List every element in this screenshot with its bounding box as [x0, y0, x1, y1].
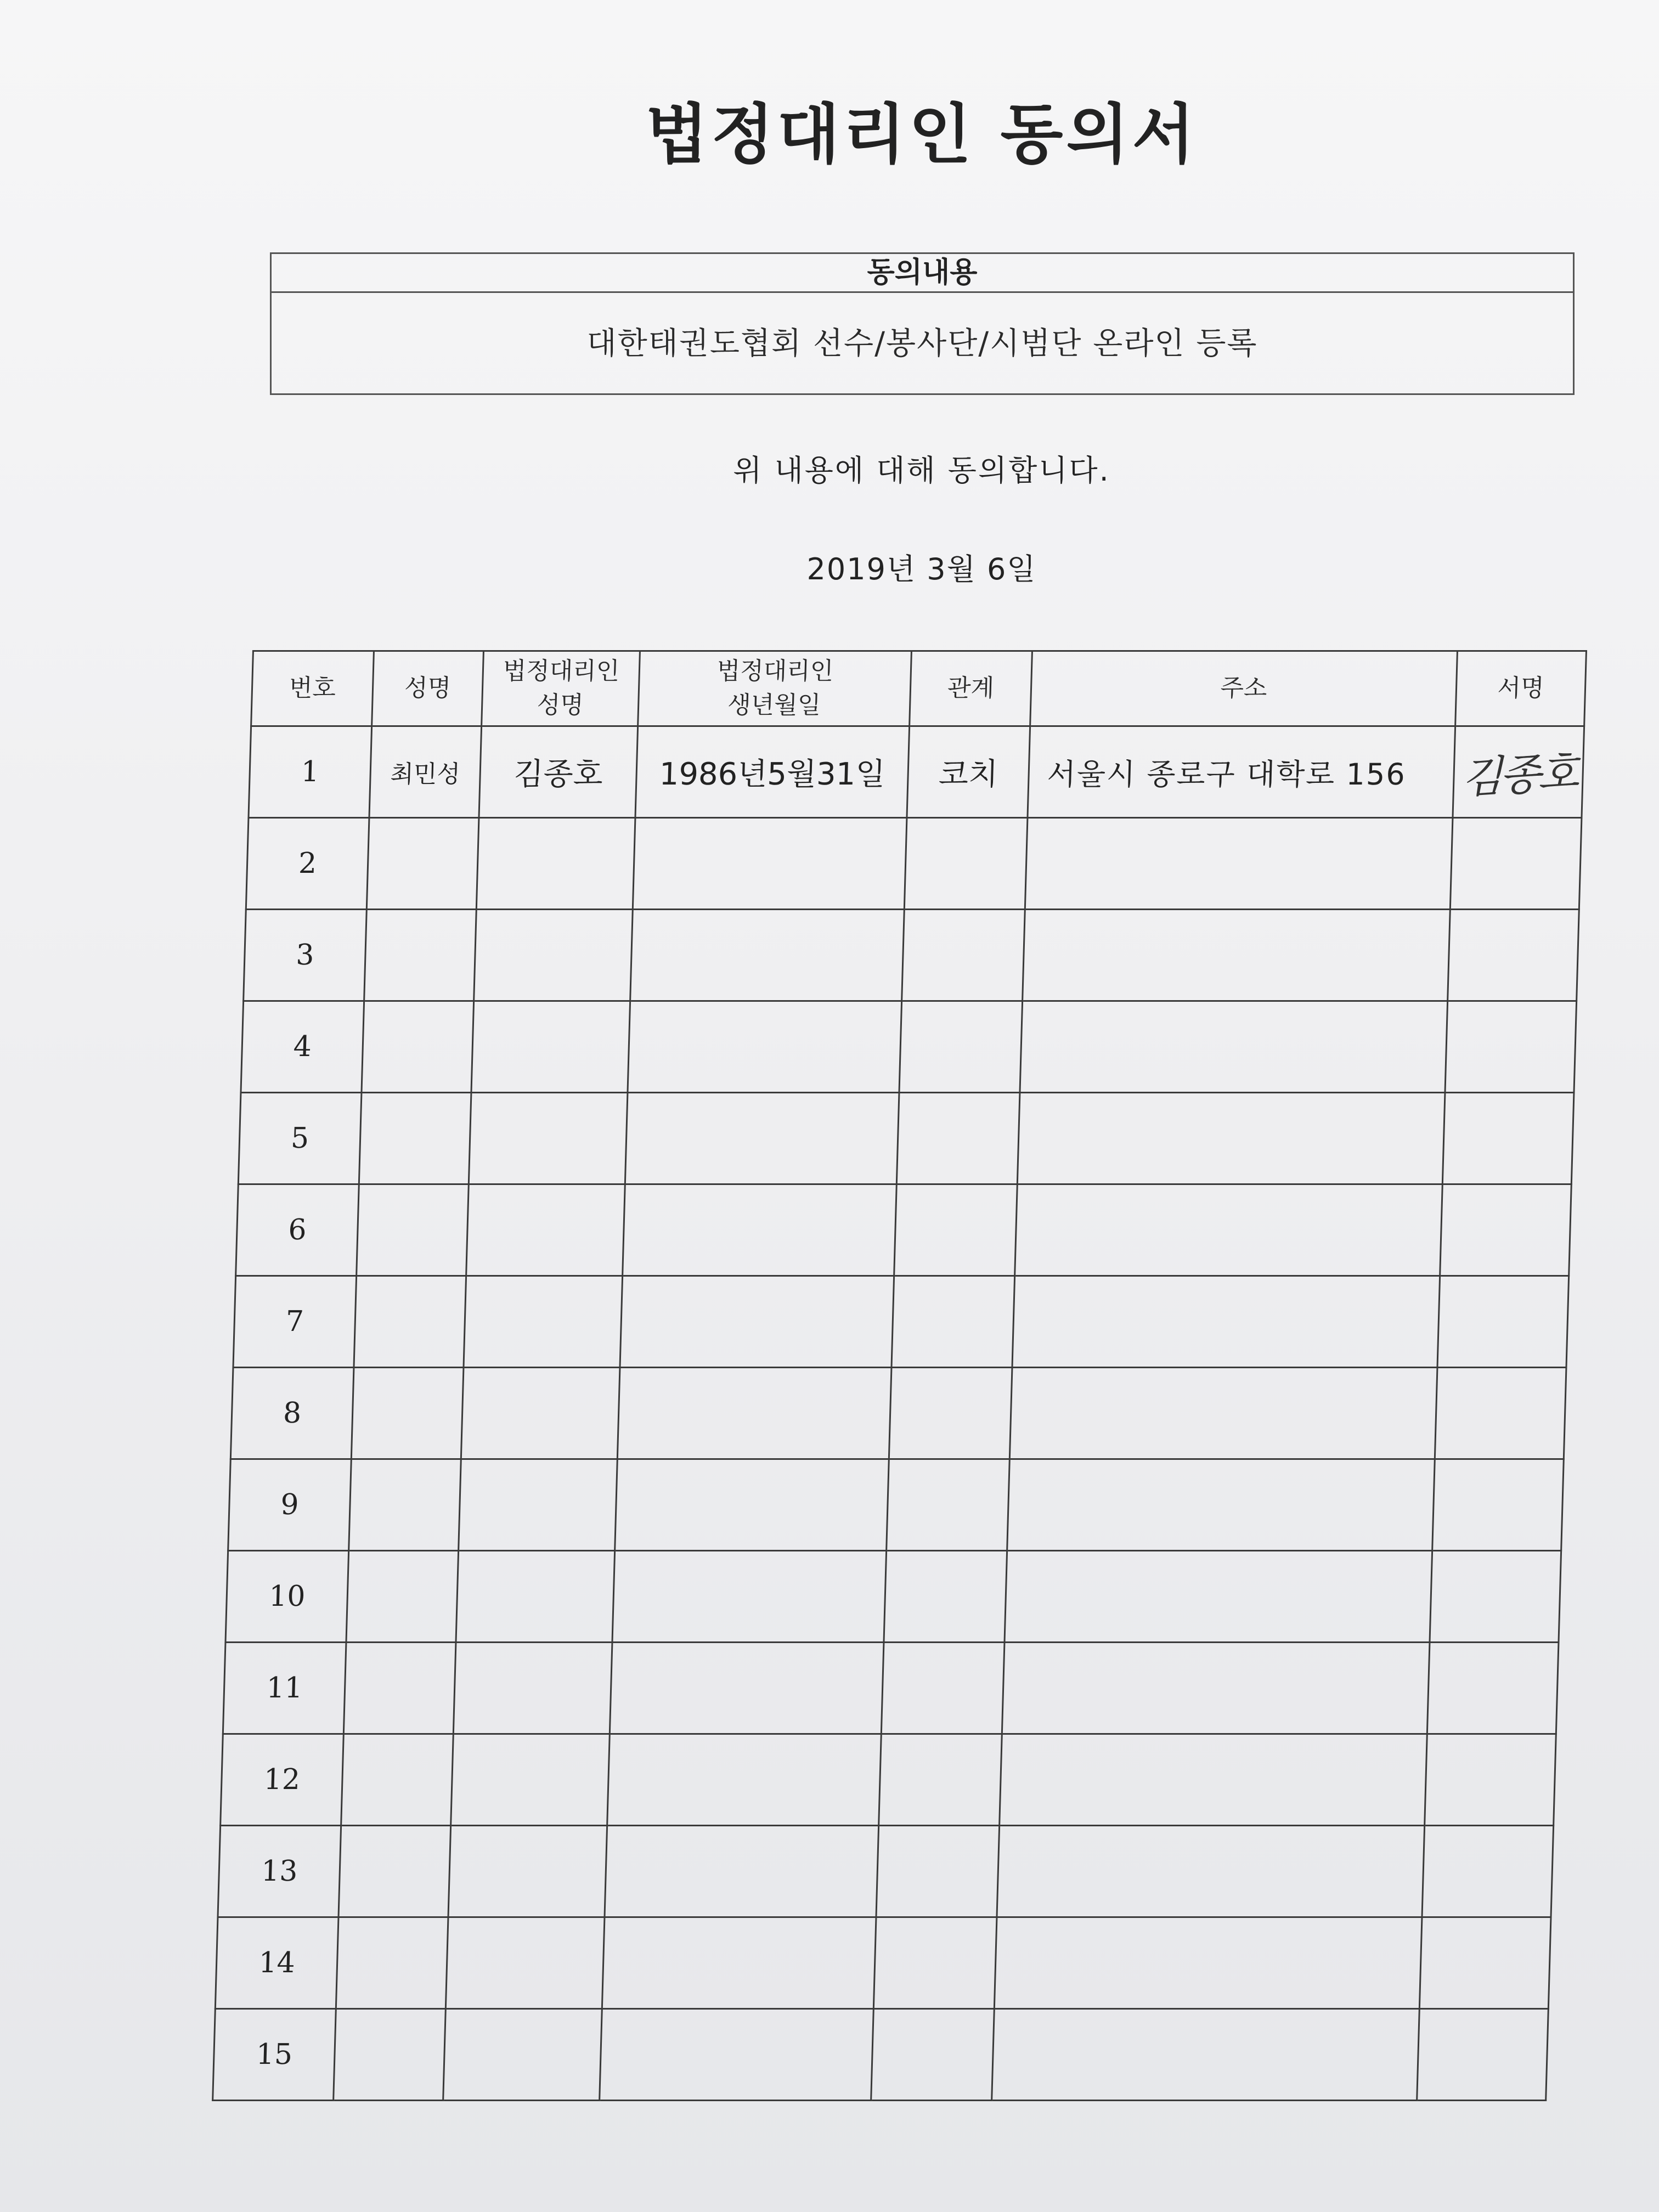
cell-name [351, 1368, 464, 1459]
cell-guardian-birth [633, 818, 907, 910]
cell-address [1015, 1184, 1443, 1276]
cell-signature [1453, 726, 1584, 818]
cell-relation [902, 910, 1025, 1001]
cell-guardian-name [476, 818, 635, 910]
cell-guardian-name [445, 1917, 605, 2009]
cell-guardian-name [451, 1734, 610, 1826]
cell-address [1005, 1551, 1432, 1643]
cell-relation [884, 1551, 1007, 1643]
cell-name [366, 818, 479, 910]
cell-signature [1450, 818, 1582, 910]
table-header-row [251, 651, 1587, 726]
cell-relation [891, 1276, 1015, 1368]
cell-guardian-name [459, 1459, 618, 1551]
cell-address [1023, 910, 1451, 1001]
header-relation: 관계 [910, 651, 1032, 726]
cell-address [994, 1917, 1422, 2009]
cell-guardian-birth [605, 1826, 879, 1917]
cell-guardian-birth: 1986년5월31일 [635, 726, 910, 818]
cell-name [343, 1643, 456, 1734]
cell-relation [873, 1917, 997, 2009]
cell-no: 5 [238, 1093, 362, 1184]
table-row [233, 1276, 1569, 1368]
cell-relation [887, 1459, 1010, 1551]
cell-guardian-name [461, 1368, 620, 1459]
consent-content-box [270, 252, 1575, 395]
cell-name [357, 1184, 469, 1276]
cell-signature [1440, 1184, 1572, 1276]
cell-relation [904, 818, 1028, 910]
cell-relation [889, 1368, 1012, 1459]
guardian-table-wrapper [211, 650, 1585, 2131]
table-row [230, 1368, 1566, 1459]
table-row [249, 726, 1584, 818]
header-signature: 서명 [1455, 651, 1587, 726]
cell-name [362, 1001, 474, 1093]
consent-content-header: 동의내용 [272, 254, 1573, 293]
table-row [223, 1643, 1559, 1734]
cell-signature [1435, 1368, 1566, 1459]
header-guardian-name: 법정대리인 성명 [482, 651, 640, 726]
table-row [238, 1093, 1574, 1184]
cell-relation [879, 1734, 1002, 1826]
cell-guardian-birth [630, 910, 905, 1001]
cell-address [997, 1826, 1425, 1917]
cell-guardian-birth [620, 1276, 894, 1368]
cell-relation [881, 1643, 1005, 1734]
cell-address [1012, 1276, 1440, 1368]
cell-guardian-birth [623, 1184, 897, 1276]
cell-address [1007, 1459, 1435, 1551]
cell-signature [1442, 1093, 1574, 1184]
cell-no: 7 [233, 1276, 357, 1368]
cell-guardian-birth [617, 1368, 891, 1459]
cell-signature [1430, 1551, 1561, 1643]
cell-no: 8 [230, 1368, 354, 1459]
cell-signature [1432, 1459, 1564, 1551]
cell-name [334, 2009, 446, 2101]
table-row [225, 1551, 1561, 1643]
cell-no: 2 [246, 818, 369, 910]
cell-signature [1425, 1734, 1556, 1826]
document-title: 법정대리인 동의서 [645, 97, 1198, 172]
table-header [251, 651, 1587, 726]
cell-relation [876, 1826, 1000, 1917]
cell-no: 3 [244, 910, 367, 1001]
cell-name [359, 1093, 471, 1184]
cell-guardian-birth [615, 1459, 889, 1551]
header-no: 번호 [251, 651, 374, 726]
header-name: 성명 [372, 651, 484, 726]
table-row [221, 1734, 1556, 1826]
handwritten-signature: 김종호 [1460, 748, 1577, 804]
header-guardian-birth: 법정대리인 생년월일 [638, 651, 912, 726]
cell-signature [1419, 1917, 1551, 2009]
cell-no: 9 [228, 1459, 352, 1551]
consent-date: 2019년 3월 6일 [806, 552, 1037, 586]
cell-guardian-birth [602, 1917, 876, 2009]
table-body [213, 726, 1584, 2101]
cell-signature [1448, 910, 1579, 1001]
cell-signature [1417, 2009, 1549, 2101]
table-row [215, 1917, 1551, 2009]
cell-no: 4 [241, 1001, 364, 1093]
cell-no: 12 [221, 1734, 344, 1826]
cell-address [992, 2009, 1420, 2101]
guardian-table [212, 650, 1587, 2101]
cell-guardian-name [443, 2009, 602, 2101]
header-address: 주소 [1030, 651, 1458, 726]
cell-guardian-name [464, 1276, 623, 1368]
cell-no: 14 [215, 1917, 338, 2009]
cell-guardian-birth [607, 1734, 882, 1826]
agree-statement: 위 내용에 대해 동의합니다. [733, 453, 1110, 488]
table-row [236, 1184, 1572, 1276]
cell-name: 최민성 [369, 726, 482, 818]
cell-address [1017, 1093, 1445, 1184]
cell-relation [871, 2009, 995, 2101]
cell-name [364, 910, 477, 1001]
cell-no: 13 [218, 1826, 341, 1917]
cell-guardian-name [471, 1001, 630, 1093]
cell-name [349, 1459, 461, 1551]
table-row [246, 818, 1582, 910]
cell-address [1025, 818, 1453, 910]
table-row [244, 910, 1579, 1001]
cell-relation [899, 1001, 1023, 1093]
cell-guardian-birth [612, 1551, 887, 1643]
cell-guardian-name [456, 1551, 615, 1643]
consent-content-body: 대한태권도협회 선수/봉사단/시범단 온라인 등록 [586, 326, 1258, 362]
table-row [213, 2009, 1549, 2101]
cell-guardian-birth [628, 1001, 902, 1093]
cell-signature [1445, 1001, 1577, 1093]
cell-relation [894, 1184, 1018, 1276]
table-row [228, 1459, 1564, 1551]
cell-name [336, 1917, 448, 2009]
cell-guardian-birth [600, 2009, 874, 2101]
table-row [241, 1001, 1577, 1093]
cell-guardian-name [474, 910, 633, 1001]
cell-address [1000, 1734, 1427, 1826]
cell-name [341, 1734, 454, 1826]
cell-relation [896, 1093, 1020, 1184]
cell-name [354, 1276, 466, 1368]
cell-guardian-name [466, 1184, 625, 1276]
cell-guardian-name [469, 1093, 628, 1184]
cell-guardian-name [448, 1826, 607, 1917]
cell-relation: 코치 [907, 726, 1030, 818]
cell-signature [1437, 1276, 1569, 1368]
cell-address [1020, 1001, 1448, 1093]
table-row [218, 1826, 1554, 1917]
cell-no: 6 [236, 1184, 359, 1276]
cell-no: 11 [223, 1643, 346, 1734]
cell-address [1009, 1368, 1437, 1459]
cell-signature [1427, 1643, 1559, 1734]
cell-guardian-name [453, 1643, 612, 1734]
cell-address: 서울시 종로구 대학로 156 [1028, 726, 1455, 818]
cell-name [346, 1551, 459, 1643]
cell-no: 1 [249, 726, 372, 818]
cell-signature [1422, 1826, 1554, 1917]
cell-no: 10 [225, 1551, 349, 1643]
cell-address [1002, 1643, 1430, 1734]
cell-name [338, 1826, 451, 1917]
cell-guardian-birth [625, 1093, 899, 1184]
cell-guardian-name: 김종호 [479, 726, 638, 818]
cell-no: 15 [213, 2009, 336, 2101]
cell-guardian-birth [610, 1643, 884, 1734]
